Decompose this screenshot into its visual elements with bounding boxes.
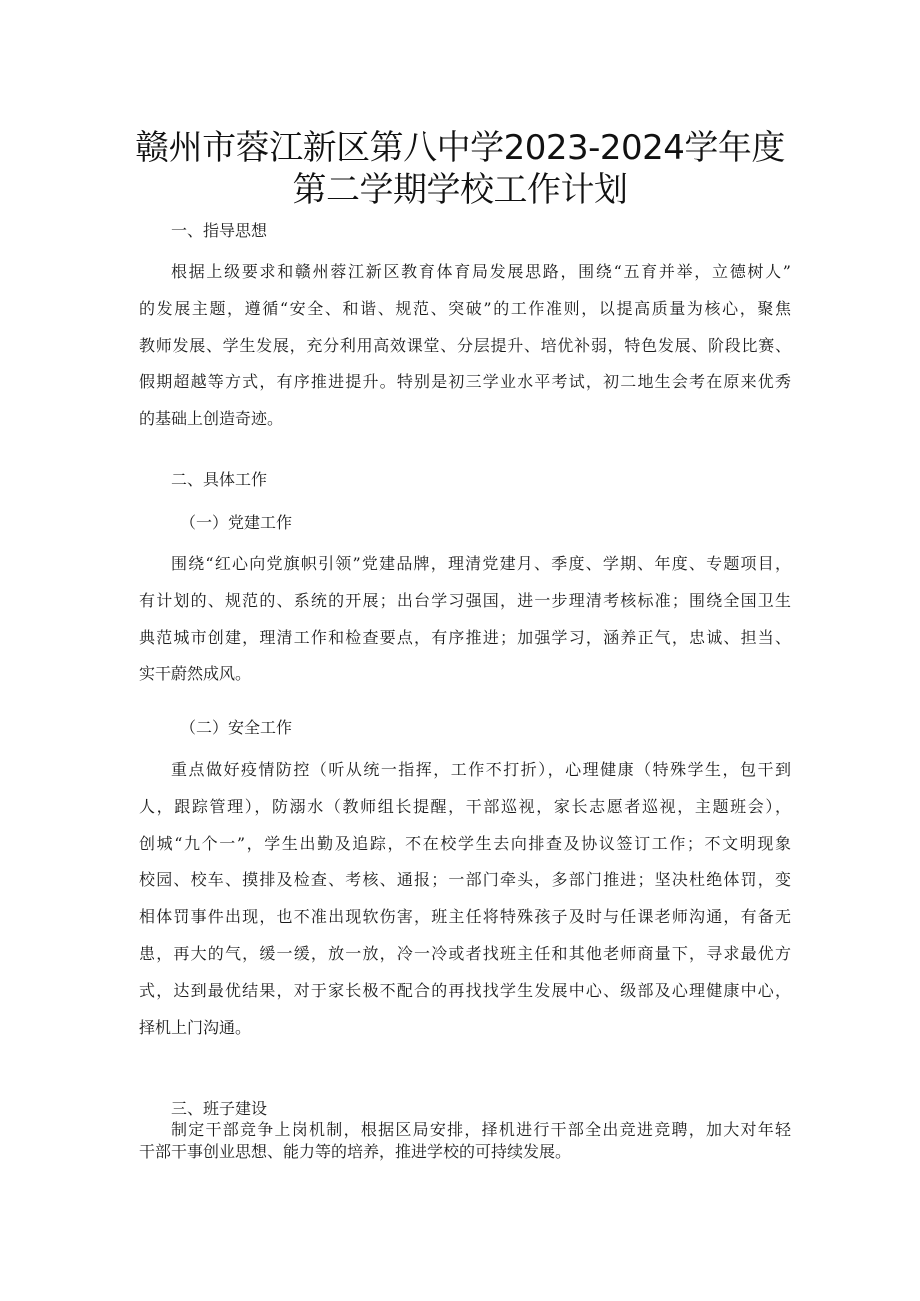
paragraph-line: 干部干事创业思想、能力等的培养，推进学校的可持续发展。 [139, 1142, 572, 1161]
paragraph-line: 患，再大的气，缓一缓，放一放，冷一冷或者找班主任和其他老师商量下，寻求最优方 [139, 943, 791, 963]
section-heading-specific-work: 二、具体工作 [171, 470, 268, 489]
section-heading-leadership-building: 三、班子建设 [171, 1099, 268, 1118]
paragraph-line: 教师发展、学生发展，充分利用高效课堂、分层提升、培优补弱，特色发展、阶段比赛、 [139, 335, 791, 355]
paragraph-guiding-ideology [139, 254, 791, 438]
subsection-heading-safety: （二）安全工作 [180, 718, 293, 737]
paragraph-line: 假期超越等方式，有序推进提升。特别是初三学业水平考试，初二地生会考在原来优秀 [139, 372, 791, 392]
paragraph-line: 重点做好疫情防控（听从统一指挥，工作不打折），心理健康（特殊学生，包干到 [171, 760, 791, 779]
section-heading-guiding-ideology: 一、指导思想 [171, 221, 268, 240]
paragraph-line: 式，达到最优结果，对于家长极不配合的再找找学生发展中心、级部及心理健康中心， [139, 980, 791, 1000]
paragraph-line: 制定干部竞争上岗机制，根据区局安排，择机进行干部全出竞进竞聘，加大对年轻 [171, 1120, 791, 1139]
paragraph-line: 创城“九个一”，学生出勤及追踪，不在校学生去向排查及协议签订工作；不文明现象 [139, 833, 791, 853]
paragraph-line: 择机上门沟通。 [139, 1017, 252, 1037]
paragraph-line: 的基础上创造奇迹。 [139, 409, 284, 429]
paragraph-line: 人，跟踪管理），防溺水（教师组长提醒，干部巡视，家长志愿者巡视，主题班会）， [139, 796, 791, 816]
document-title-line-2: 第二学期学校工作计划 [292, 170, 628, 210]
paragraph-line: 根据上级要求和赣州蓉江新区教育体育局发展思路，围绕“五育并举，立德树人” [171, 262, 791, 281]
paragraph-line: 围绕“红心向党旗帜引领”党建品牌，理清党建月、季度、学期、年度、专题项目， [171, 554, 791, 573]
paragraph-leadership-building [139, 1119, 791, 1163]
paragraph-safety [139, 752, 791, 1046]
document-title-line-1: 赣州市蓉江新区第八中学2023-2024学年度 [135, 128, 785, 168]
paragraph-party-building [139, 546, 791, 693]
subsection-heading-party-building: （一）党建工作 [180, 513, 293, 532]
paragraph-line: 的发展主题，遵循“安全、和谐、规范、突破”的工作准则，以提高质量为核心，聚焦 [139, 298, 791, 318]
paragraph-line: 有计划的、规范的、系统的开展；出台学习强国，进一步理清考核标准；围绕全国卫生 [139, 590, 791, 610]
paragraph-line: 校园、校车、摸排及检查、考核、通报；一部门牵头，多部门推进；坚决杜绝体罚，变 [139, 870, 791, 890]
paragraph-line: 典范城市创建，理清工作和检查要点，有序推进；加强学习，涵养正气，忠诚、担当、 [139, 627, 791, 647]
paragraph-line: 相体罚事件出现，也不准出现软伤害，班主任将特殊孩子及时与任课老师沟通，有备无 [139, 907, 791, 927]
paragraph-line: 实干蔚然成风。 [139, 664, 252, 684]
